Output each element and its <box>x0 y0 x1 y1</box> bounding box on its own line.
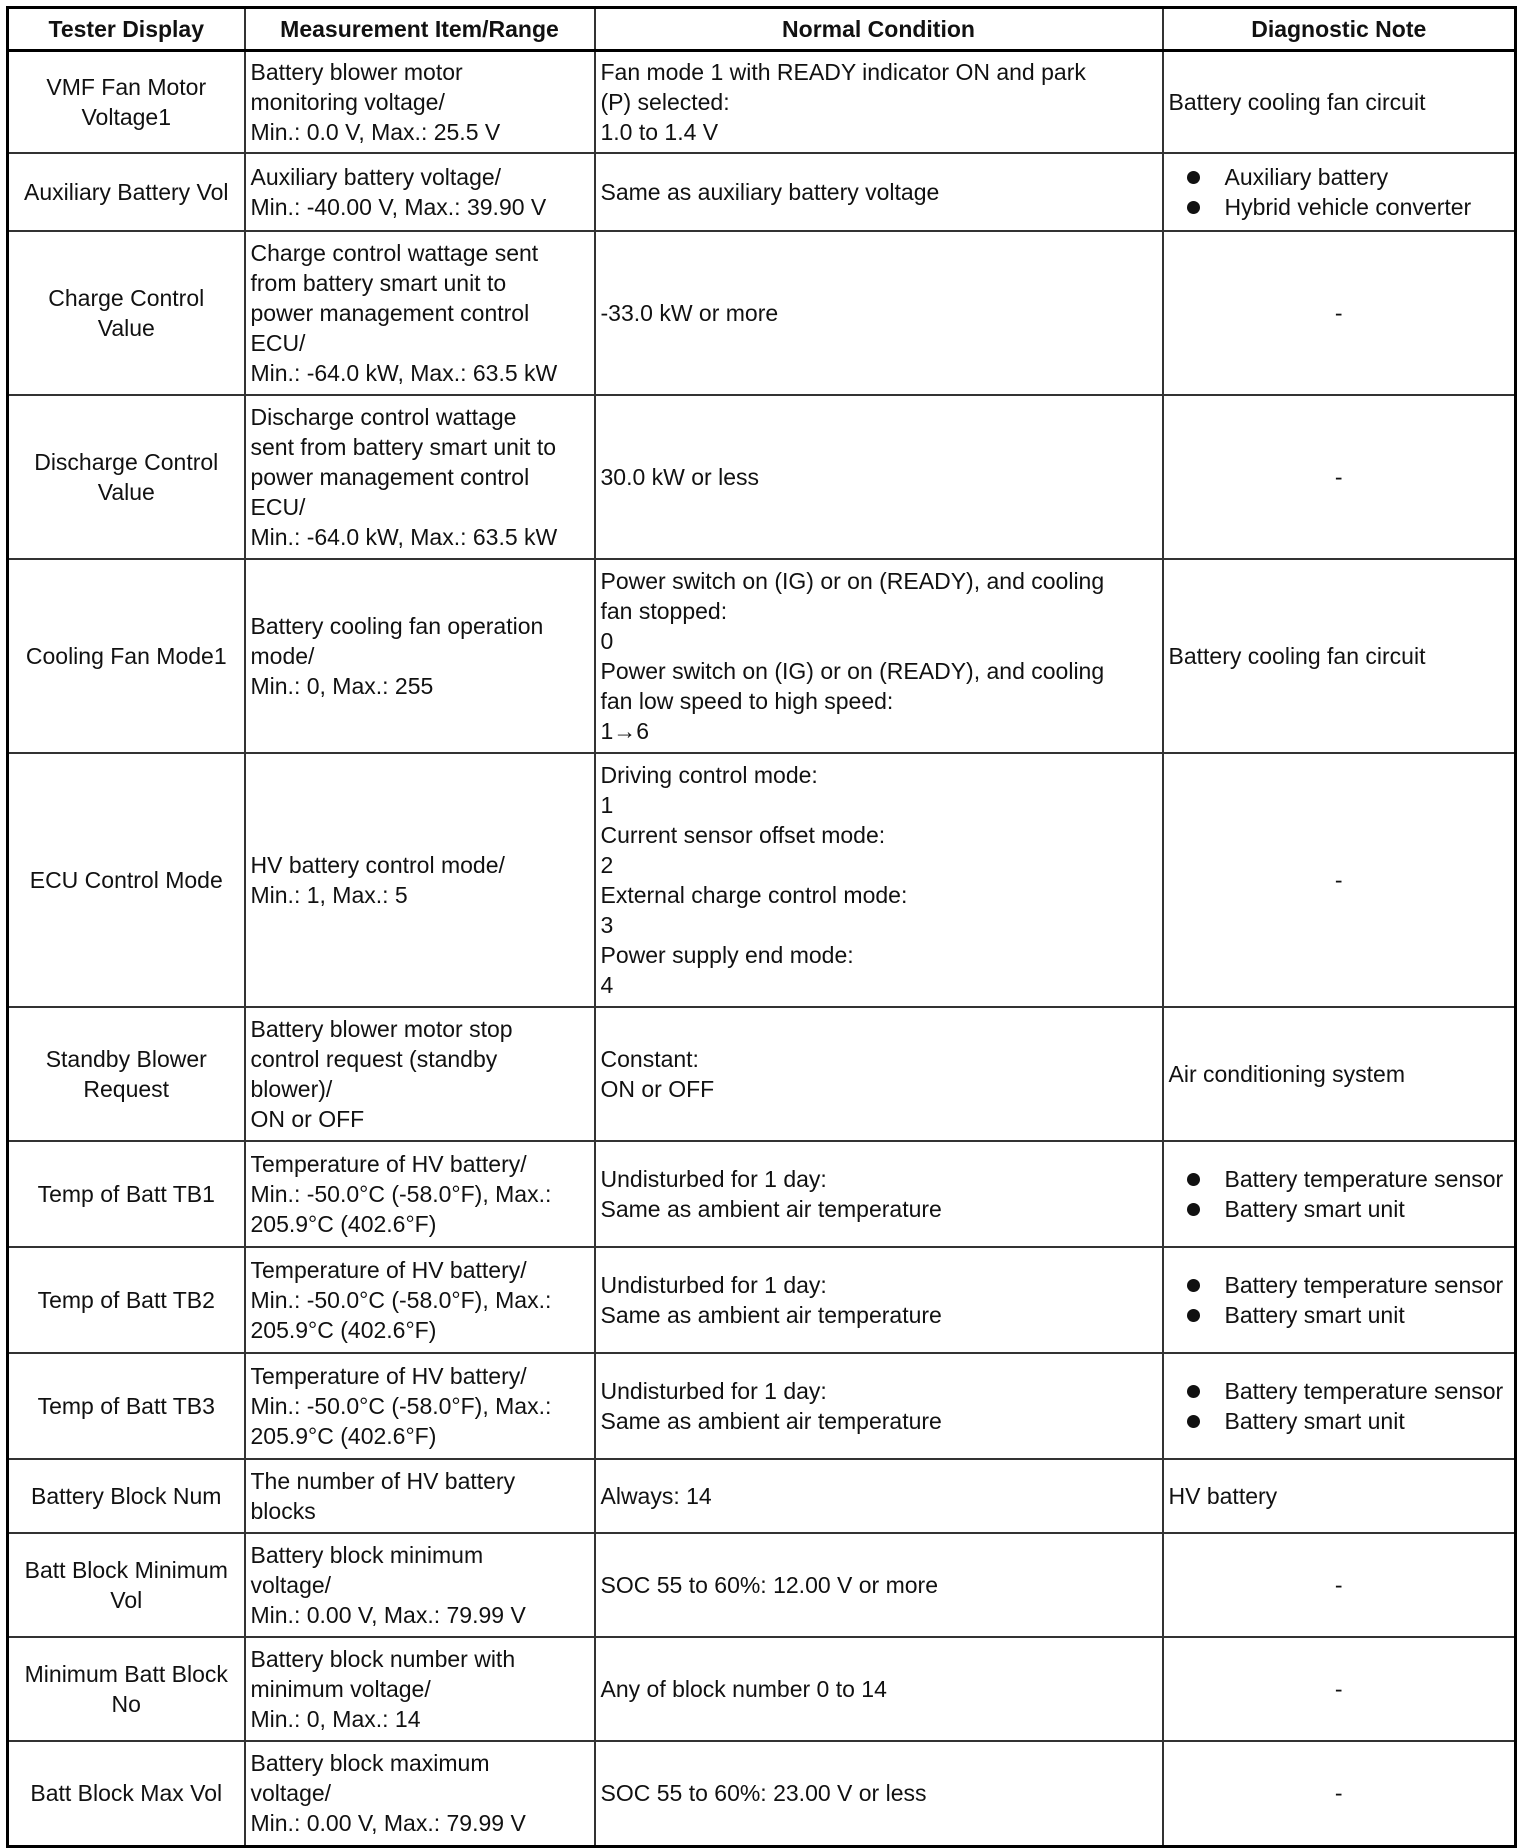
normal-condition-text: 30.0 kW or less <box>600 463 759 490</box>
page <box>6 6 1517 1848</box>
normal-condition-cell <box>595 1247 1163 1353</box>
header-diagnostic-note: Diagnostic Note <box>1163 8 1516 51</box>
normal-condition-text: Power switch on (IG) or on (READY), and cooling <box>600 567 1105 594</box>
normal-condition-text: Power switch on (IG) or on (READY), and cooling <box>600 657 1105 684</box>
table-row <box>8 1007 1516 1141</box>
table-row <box>8 1741 1516 1847</box>
normal-condition-text: (P) selected: <box>600 88 730 115</box>
normal-condition-text: fan stopped: <box>600 597 728 624</box>
measurement-text: voltage/ <box>250 1571 332 1598</box>
table-row <box>8 153 1516 231</box>
measurement-cell <box>245 753 595 1007</box>
measurement-text: Min.: -50.0°C (-58.0°F), Max.: <box>250 1180 552 1207</box>
normal-condition-text: 2 <box>600 851 614 878</box>
normal-condition-cell <box>595 753 1163 1007</box>
measurement-text: Min.: 0.0 V, Max.: 25.5 V <box>250 118 501 145</box>
diagnostic-note-cell <box>1163 1247 1516 1353</box>
measurement-text: The number of HV battery <box>250 1467 516 1494</box>
normal-condition-text: Any of block number 0 to 14 <box>600 1675 887 1702</box>
diagnostic-note-text: - <box>1334 1675 1343 1702</box>
diagnostic-note-cell <box>1163 1637 1516 1741</box>
table-row <box>8 1353 1516 1459</box>
diagnostic-note-text: - <box>1334 463 1343 490</box>
measurement-text: 205.9°C (402.6°F) <box>250 1210 437 1237</box>
normal-condition-text: Undisturbed for 1 day: <box>600 1165 827 1192</box>
tester-display-cell <box>8 1141 245 1247</box>
tester-display-cell <box>8 1741 245 1847</box>
normal-condition-text: ON or OFF <box>600 1075 715 1102</box>
measurement-text: Min.: 1, Max.: 5 <box>250 881 408 908</box>
measurement-cell <box>245 1459 595 1533</box>
normal-condition-text: 1.0 to 1.4 V <box>600 118 719 145</box>
table-row <box>8 395 1516 559</box>
measurement-cell <box>245 1141 595 1247</box>
measurement-cell <box>245 51 595 153</box>
measurement-text: monitoring voltage/ <box>250 88 445 115</box>
measurement-text: Battery blower motor <box>250 58 463 85</box>
tester-display-cell <box>8 1459 245 1533</box>
tester-display-cell <box>8 1533 245 1637</box>
normal-condition-text: Driving control mode: <box>600 761 818 788</box>
measurement-cell <box>245 1247 595 1353</box>
table-row <box>8 1247 1516 1353</box>
tester-display-text: VMF Fan Motor <box>46 73 207 100</box>
table-row <box>8 51 1516 153</box>
tester-display-text: Request <box>83 1075 170 1102</box>
normal-condition-cell <box>595 153 1163 231</box>
tester-display-text: Temp of Batt TB1 <box>37 1180 215 1207</box>
diagnostic-note-cell <box>1163 1533 1516 1637</box>
measurement-text: mode/ <box>250 642 315 669</box>
measurement-cell <box>245 395 595 559</box>
measurement-text: 205.9°C (402.6°F) <box>250 1316 437 1343</box>
normal-condition-cell <box>595 231 1163 395</box>
normal-condition-cell <box>595 559 1163 753</box>
diagnostic-note-cell <box>1163 1459 1516 1533</box>
normal-condition-text: Same as ambient air temperature <box>600 1407 942 1434</box>
diagnostic-note-list-item: Battery temperature sensor <box>1181 1376 1510 1406</box>
tester-display-text: Standby Blower <box>45 1045 207 1072</box>
table-row <box>8 753 1516 1007</box>
normal-condition-cell <box>595 1533 1163 1637</box>
normal-condition-cell <box>595 1141 1163 1247</box>
diagnostic-note-list <box>1169 162 1510 222</box>
diagnostic-note-cell <box>1163 1141 1516 1247</box>
header-measurement-item: Measurement Item/Range <box>245 8 595 51</box>
tester-display-text: Vol <box>110 1586 143 1613</box>
tester-display-text: Batt Block Minimum <box>24 1556 228 1583</box>
diagnostic-note-text: Air conditioning system <box>1168 1060 1405 1087</box>
measurement-cell <box>245 153 595 231</box>
tester-display-cell <box>8 1637 245 1741</box>
diagnostic-note-list <box>1169 1376 1510 1436</box>
table-row <box>8 1459 1516 1533</box>
normal-condition-text: 0 <box>600 627 614 654</box>
measurement-cell <box>245 1533 595 1637</box>
diagnostic-note-list <box>1169 1164 1510 1224</box>
diagnostic-note-cell <box>1163 559 1516 753</box>
normal-condition-text: Same as ambient air temperature <box>600 1195 942 1222</box>
diagnostic-note-cell <box>1163 153 1516 231</box>
measurement-text: Min.: 0.00 V, Max.: 79.99 V <box>250 1601 526 1628</box>
tester-display-text: No <box>111 1690 141 1717</box>
measurement-cell <box>245 1007 595 1141</box>
normal-condition-text: Undisturbed for 1 day: <box>600 1377 827 1404</box>
table-row <box>8 1533 1516 1637</box>
tester-display-cell <box>8 231 245 395</box>
measurement-text: ON or OFF <box>250 1105 365 1132</box>
normal-condition-text: 4 <box>600 971 614 998</box>
header-tester-display: Tester Display <box>8 8 245 51</box>
table-body <box>8 51 1516 1847</box>
tester-display-text: Voltage1 <box>81 103 172 130</box>
diagnostic-note-cell <box>1163 1741 1516 1847</box>
normal-condition-text: fan low speed to high speed: <box>600 687 894 714</box>
diagnostic-note-text: Battery cooling fan circuit <box>1168 88 1426 115</box>
diagnostic-note-text: HV battery <box>1168 1482 1278 1509</box>
measurement-text: Min.: -64.0 kW, Max.: 63.5 kW <box>250 359 558 386</box>
tester-display-text: ECU Control Mode <box>29 866 223 893</box>
normal-condition-text: 1 <box>600 791 614 818</box>
normal-condition-cell <box>595 51 1163 153</box>
measurement-text: Min.: 0, Max.: 14 <box>250 1705 421 1732</box>
measurement-text: Auxiliary battery voltage/ <box>250 163 502 190</box>
tester-display-text: Value <box>97 314 155 341</box>
diagnostic-note-list-item: Auxiliary battery <box>1181 162 1510 192</box>
normal-condition-text: Current sensor offset mode: <box>600 821 886 848</box>
measurement-text: power management control <box>250 463 530 490</box>
tester-display-cell <box>8 153 245 231</box>
measurement-text: Battery cooling fan operation <box>250 612 544 639</box>
measurement-text: Battery block number with <box>250 1645 516 1672</box>
measurement-text: Min.: -40.00 V, Max.: 39.90 V <box>250 193 547 220</box>
measurement-text: voltage/ <box>250 1780 332 1807</box>
normal-condition-text: SOC 55 to 60%: 12.00 V or more <box>600 1571 939 1598</box>
tester-display-text: Discharge Control <box>34 448 219 475</box>
tester-display-text: Charge Control <box>48 284 205 311</box>
measurement-text: Min.: 0, Max.: 255 <box>250 672 434 699</box>
diagnostic-note-cell <box>1163 1007 1516 1141</box>
measurement-text: 205.9°C (402.6°F) <box>250 1422 437 1449</box>
normal-condition-text: -33.0 kW or more <box>600 299 779 326</box>
normal-condition-text: Undisturbed for 1 day: <box>600 1271 827 1298</box>
measurement-text: blocks <box>250 1497 316 1524</box>
header-normal-condition: Normal Condition <box>595 8 1163 51</box>
normal-condition-cell <box>595 1007 1163 1141</box>
measurement-text: Discharge control wattage <box>250 403 517 430</box>
tester-display-text: Temp of Batt TB2 <box>37 1286 215 1313</box>
measurement-text: power management control <box>250 299 530 326</box>
diagnostic-data-table <box>6 6 1517 1848</box>
normal-condition-cell <box>595 1459 1163 1533</box>
tester-display-cell <box>8 1247 245 1353</box>
tester-display-text: Auxiliary Battery Vol <box>23 178 229 205</box>
measurement-text: ECU/ <box>250 493 306 520</box>
measurement-text: Min.: -50.0°C (-58.0°F), Max.: <box>250 1286 552 1313</box>
measurement-cell <box>245 1741 595 1847</box>
normal-condition-cell <box>595 1353 1163 1459</box>
tester-display-text: Minimum Batt Block <box>24 1660 228 1687</box>
measurement-text: Charge control wattage sent <box>250 239 539 266</box>
diagnostic-note-cell <box>1163 1353 1516 1459</box>
table-row <box>8 1141 1516 1247</box>
diagnostic-note-list-item: Hybrid vehicle converter <box>1181 192 1510 222</box>
diagnostic-note-text: Battery cooling fan circuit <box>1168 642 1426 669</box>
measurement-text: ECU/ <box>250 329 306 356</box>
tester-display-text: Batt Block Max Vol <box>30 1780 223 1807</box>
measurement-text: Battery block minimum <box>250 1541 484 1568</box>
table-row <box>8 559 1516 753</box>
diagnostic-note-cell <box>1163 753 1516 1007</box>
diagnostic-note-cell <box>1163 51 1516 153</box>
diagnostic-note-cell <box>1163 395 1516 559</box>
tester-display-cell <box>8 753 245 1007</box>
measurement-text: minimum voltage/ <box>250 1675 431 1702</box>
normal-condition-cell <box>595 1637 1163 1741</box>
diagnostic-note-text: - <box>1334 1571 1343 1598</box>
measurement-text: Min.: 0.00 V, Max.: 79.99 V <box>250 1810 526 1837</box>
measurement-cell <box>245 231 595 395</box>
measurement-text: blower)/ <box>250 1075 333 1102</box>
header-row <box>8 8 1516 51</box>
diagnostic-note-text: - <box>1334 299 1343 326</box>
normal-condition-text: Fan mode 1 with READY indicator ON and park <box>600 58 1086 85</box>
measurement-text: sent from battery smart unit to <box>250 433 557 460</box>
diagnostic-note-list-item: Battery temperature sensor <box>1181 1164 1510 1194</box>
tester-display-cell <box>8 559 245 753</box>
tester-display-cell <box>8 395 245 559</box>
diagnostic-note-list-item: Battery smart unit <box>1181 1300 1510 1330</box>
tester-display-text: Battery Block Num <box>31 1482 222 1509</box>
measurement-text: Min.: -64.0 kW, Max.: 63.5 kW <box>250 523 558 550</box>
diagnostic-note-text: - <box>1334 1780 1343 1807</box>
measurement-cell <box>245 559 595 753</box>
measurement-text: from battery smart unit to <box>250 269 507 296</box>
measurement-text: Temperature of HV battery/ <box>250 1256 527 1283</box>
normal-condition-text: Same as auxiliary battery voltage <box>600 178 940 205</box>
measurement-text: HV battery control mode/ <box>250 851 505 878</box>
diagnostic-note-text: - <box>1334 866 1343 893</box>
normal-condition-text: Power supply end mode: <box>600 941 854 968</box>
measurement-text: control request (standby <box>250 1045 498 1072</box>
tester-display-text: Temp of Batt TB3 <box>37 1392 215 1419</box>
diagnostic-note-list-item: Battery smart unit <box>1181 1194 1510 1224</box>
measurement-text: Temperature of HV battery/ <box>250 1362 527 1389</box>
normal-condition-text: Constant: <box>600 1045 699 1072</box>
normal-condition-text: 1→6 <box>600 717 650 744</box>
normal-condition-cell <box>595 1741 1163 1847</box>
tester-display-cell <box>8 1353 245 1459</box>
normal-condition-cell <box>595 395 1163 559</box>
measurement-text: Min.: -50.0°C (-58.0°F), Max.: <box>250 1392 552 1419</box>
diagnostic-note-list <box>1169 1270 1510 1330</box>
measurement-cell <box>245 1637 595 1741</box>
normal-condition-text: External charge control mode: <box>600 881 908 908</box>
tester-display-text: Value <box>97 478 155 505</box>
tester-display-cell <box>8 51 245 153</box>
measurement-cell <box>245 1353 595 1459</box>
tester-display-text: Cooling Fan Mode1 <box>25 642 227 669</box>
normal-condition-text: SOC 55 to 60%: 23.00 V or less <box>600 1780 927 1807</box>
normal-condition-text: 3 <box>600 911 614 938</box>
diagnostic-note-list-item: Battery temperature sensor <box>1181 1270 1510 1300</box>
diagnostic-note-cell <box>1163 231 1516 395</box>
table-row <box>8 1637 1516 1741</box>
normal-condition-text: Always: 14 <box>600 1482 712 1509</box>
table-row <box>8 231 1516 395</box>
measurement-text: Battery blower motor stop <box>250 1015 513 1042</box>
normal-condition-text: Same as ambient air temperature <box>600 1301 942 1328</box>
measurement-text: Temperature of HV battery/ <box>250 1150 527 1177</box>
measurement-text: Battery block maximum <box>250 1750 490 1777</box>
tester-display-cell <box>8 1007 245 1141</box>
diagnostic-note-list-item: Battery smart unit <box>1181 1406 1510 1436</box>
